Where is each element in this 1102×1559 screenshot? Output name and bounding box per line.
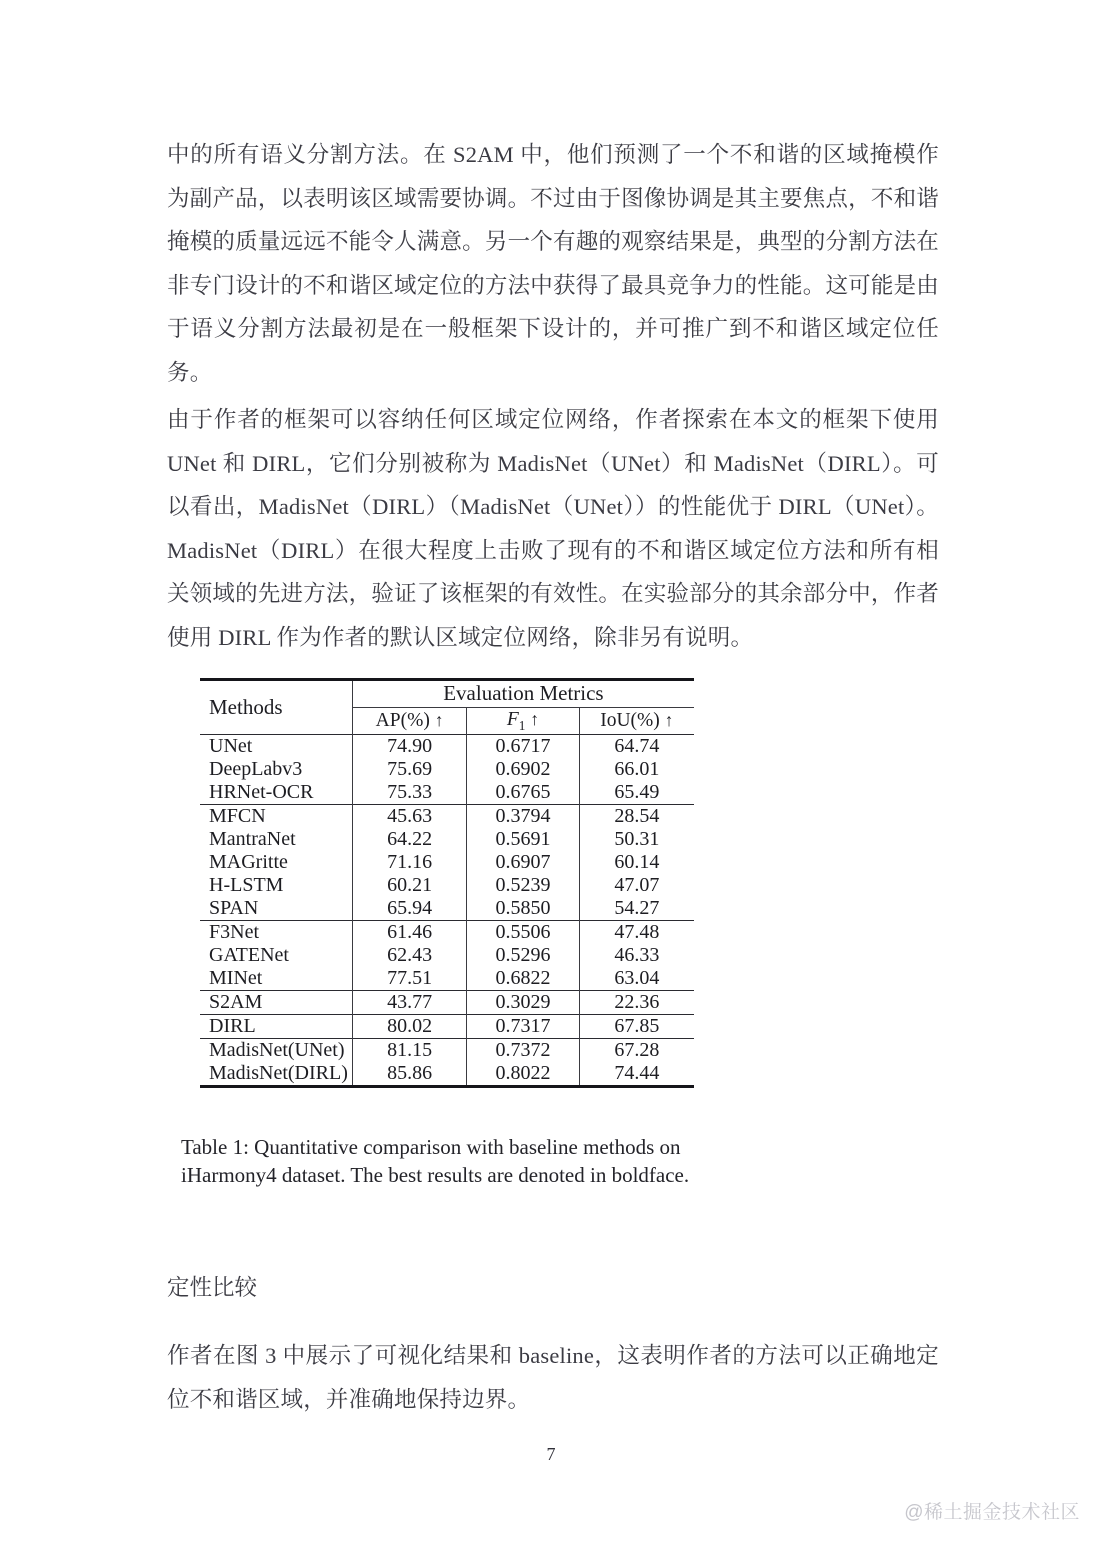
table-cell-f1: 0.3029	[467, 990, 579, 1014]
table-row	[200, 828, 694, 851]
paragraph-intro	[167, 133, 939, 394]
column-header-f1-label	[506, 708, 526, 733]
table-cell-ap: 85.86	[352, 1062, 466, 1087]
table-row	[200, 874, 694, 897]
table-row	[200, 897, 694, 921]
table-cell-f1: 0.6717	[467, 734, 579, 758]
table-cell-method: S2AM	[200, 990, 352, 1014]
up-arrow-icon: ↑	[434, 709, 444, 730]
table-cell-f1: 0.5296	[467, 944, 579, 967]
up-arrow-icon: ↑	[664, 709, 674, 730]
table-cell-ap: 80.02	[352, 1014, 466, 1038]
paragraph-framework	[167, 398, 939, 659]
table-row	[200, 781, 694, 805]
table-cell-method: F3Net	[200, 920, 352, 944]
table-cell-ap: 81.15	[352, 1038, 466, 1062]
table-cell-method: MFCN	[200, 804, 352, 828]
paragraph-qualitative	[167, 1334, 939, 1421]
table-cell-f1: 0.8022	[467, 1062, 579, 1087]
f1-subscript: 1	[518, 717, 526, 733]
paragraph-qualitative-text: 作者在图 3 中展示了可视化结果和 baseline，这表明作者的方法可以正确地定位不和谐区域，并准确地保持边界。	[167, 1343, 939, 1412]
table-row	[200, 804, 694, 828]
table-cell-f1: 0.5850	[467, 897, 579, 921]
table-row	[200, 1014, 694, 1038]
table-cell-f1: 0.7317	[467, 1014, 579, 1038]
column-header-iou-label: IoU(%)	[600, 709, 660, 731]
table-cell-method: HRNet-OCR	[209, 781, 314, 804]
table-cell-method: DIRL	[200, 1014, 352, 1038]
table-cell-ap: 71.16	[352, 851, 466, 874]
table-cell-iou: 54.27	[579, 897, 694, 921]
table-row	[200, 944, 694, 967]
table-cell-f1: 0.6822	[467, 967, 579, 991]
table-cell-iou: 50.31	[579, 828, 694, 851]
table-cell-f1: 0.6765	[467, 781, 579, 805]
table-cell-iou: 66.01	[579, 758, 694, 781]
table-figure	[200, 678, 694, 1088]
table-cell-f1: 0.5239	[467, 874, 579, 897]
table-row	[200, 1038, 694, 1062]
table-cell-iou: 67.28	[579, 1038, 694, 1062]
table-cell-iou: 28.54	[579, 804, 694, 828]
table-row	[200, 990, 694, 1014]
table-cell-ap: 60.21	[352, 874, 466, 897]
column-header-methods: Methods	[200, 680, 352, 735]
table-body	[200, 734, 694, 1086]
table-cell-ap: 45.63	[352, 804, 466, 828]
table-cell-method: DeepLabv3	[209, 758, 303, 781]
table-cell-iou: 46.33	[579, 944, 694, 967]
table-cell-method: MantraNet	[209, 828, 296, 851]
table-cell-ap: 43.77	[352, 990, 466, 1014]
table-row	[200, 920, 694, 944]
table-cell-f1: 0.5691	[467, 828, 579, 851]
table-cell-iou: 47.48	[579, 920, 694, 944]
table-cell-iou: 47.07	[579, 874, 694, 897]
paragraph-framework-text: 由于作者的框架可以容纳任何区域定位网络，作者探索在本文的框架下使用 UNet 和 DIRL，它们分别被称为 MadisNet（UNet）和 MadisNet（DIRL）。可以看出，MadisNet（DIRL）（MadisNet（UNet））的性能优于 DIRL（UNet）。MadisNet（DIRL）在很大程度上击败了现有的不和谐区域定位方法和所有相关领域的先进方法，验证了该框架的有效性。在实验部分的其余部分中，作者使用 DIRL 作为作者的默认区域定位网络，除非另有说明。	[167, 407, 939, 650]
table-cell-iou: 60.14	[579, 851, 694, 874]
column-header-ap-label: AP(%)	[375, 709, 430, 731]
column-header-iou	[579, 707, 694, 734]
column-header-f1	[467, 707, 579, 734]
table-cell-f1: 0.6902	[467, 758, 579, 781]
table-cell-ap: 74.90	[352, 734, 466, 758]
table-cell-ap: 62.43	[352, 944, 466, 967]
table-cell-iou: 63.04	[579, 967, 694, 991]
table-caption: Table 1: Quantitative comparison with baseline methods on iHarmony4 dataset. The best results are denoted in boldface.	[181, 1135, 690, 1187]
watermark: @稀土掘金技术社区	[904, 1502, 1080, 1523]
quantitative-comparison-table	[200, 678, 694, 1088]
table-cell-method: MAGritte	[209, 851, 288, 874]
table-cell-iou: 74.44	[579, 1062, 694, 1087]
table-row	[200, 1062, 694, 1087]
table-cell-ap: 64.22	[352, 828, 466, 851]
table-header-row-group	[200, 680, 694, 708]
table-head	[200, 680, 694, 735]
table-cell-method: GATENet	[209, 944, 289, 967]
f1-base: F	[506, 708, 519, 730]
table-row	[200, 851, 694, 874]
table-cell-method: SPAN	[209, 897, 259, 920]
table-row	[200, 734, 694, 758]
column-header-group-evaluation-metrics: Evaluation Metrics	[352, 680, 694, 708]
table-cell-iou: 22.36	[579, 990, 694, 1014]
table-cell-ap: 61.46	[352, 920, 466, 944]
table-cell-method: MINet	[209, 967, 263, 990]
table-row	[200, 967, 694, 991]
table-cell-method: UNet	[200, 734, 352, 758]
column-header-ap	[352, 707, 466, 734]
table-row	[200, 758, 694, 781]
table-cell-iou: 65.49	[579, 781, 694, 805]
table-cell-f1: 0.5506	[467, 920, 579, 944]
page-number: 7	[546, 1444, 556, 1464]
table-cell-iou: 67.85	[579, 1014, 694, 1038]
table-cell-f1: 0.3794	[467, 804, 579, 828]
table-cell-method: H-LSTM	[209, 874, 284, 897]
up-arrow-icon: ↑	[530, 708, 540, 729]
section-heading-qualitative: 定性比较	[167, 1275, 258, 1300]
table-cell-ap: 75.69	[352, 758, 466, 781]
table-cell-ap: 75.33	[352, 781, 466, 805]
paragraph-intro-text: 中的所有语义分割方法。在 S2AM 中，他们预测了一个不和谐的区域掩模作为副产品，以表明该区域需要协调。不过由于图像协调是其主要焦点，不和谐掩模的质量远远不能令人满意。另一个有趣的观察结果是，典型的分割方法在非专门设计的不和谐区域定位的方法中获得了最具竞争力的性能。这可能是由于语义分割方法最初是在一般框架下设计的，并可推广到不和谐区域定位任务。	[167, 142, 939, 385]
table-cell-ap: 77.51	[352, 967, 466, 991]
table-cell-iou: 64.74	[579, 734, 694, 758]
table-cell-method: MadisNet(UNet)	[200, 1038, 352, 1062]
table-cell-method: MadisNet(DIRL)	[200, 1062, 352, 1087]
table-cell-ap: 65.94	[352, 897, 466, 921]
table-cell-f1: 0.6907	[467, 851, 579, 874]
table-cell-f1: 0.7372	[467, 1038, 579, 1062]
